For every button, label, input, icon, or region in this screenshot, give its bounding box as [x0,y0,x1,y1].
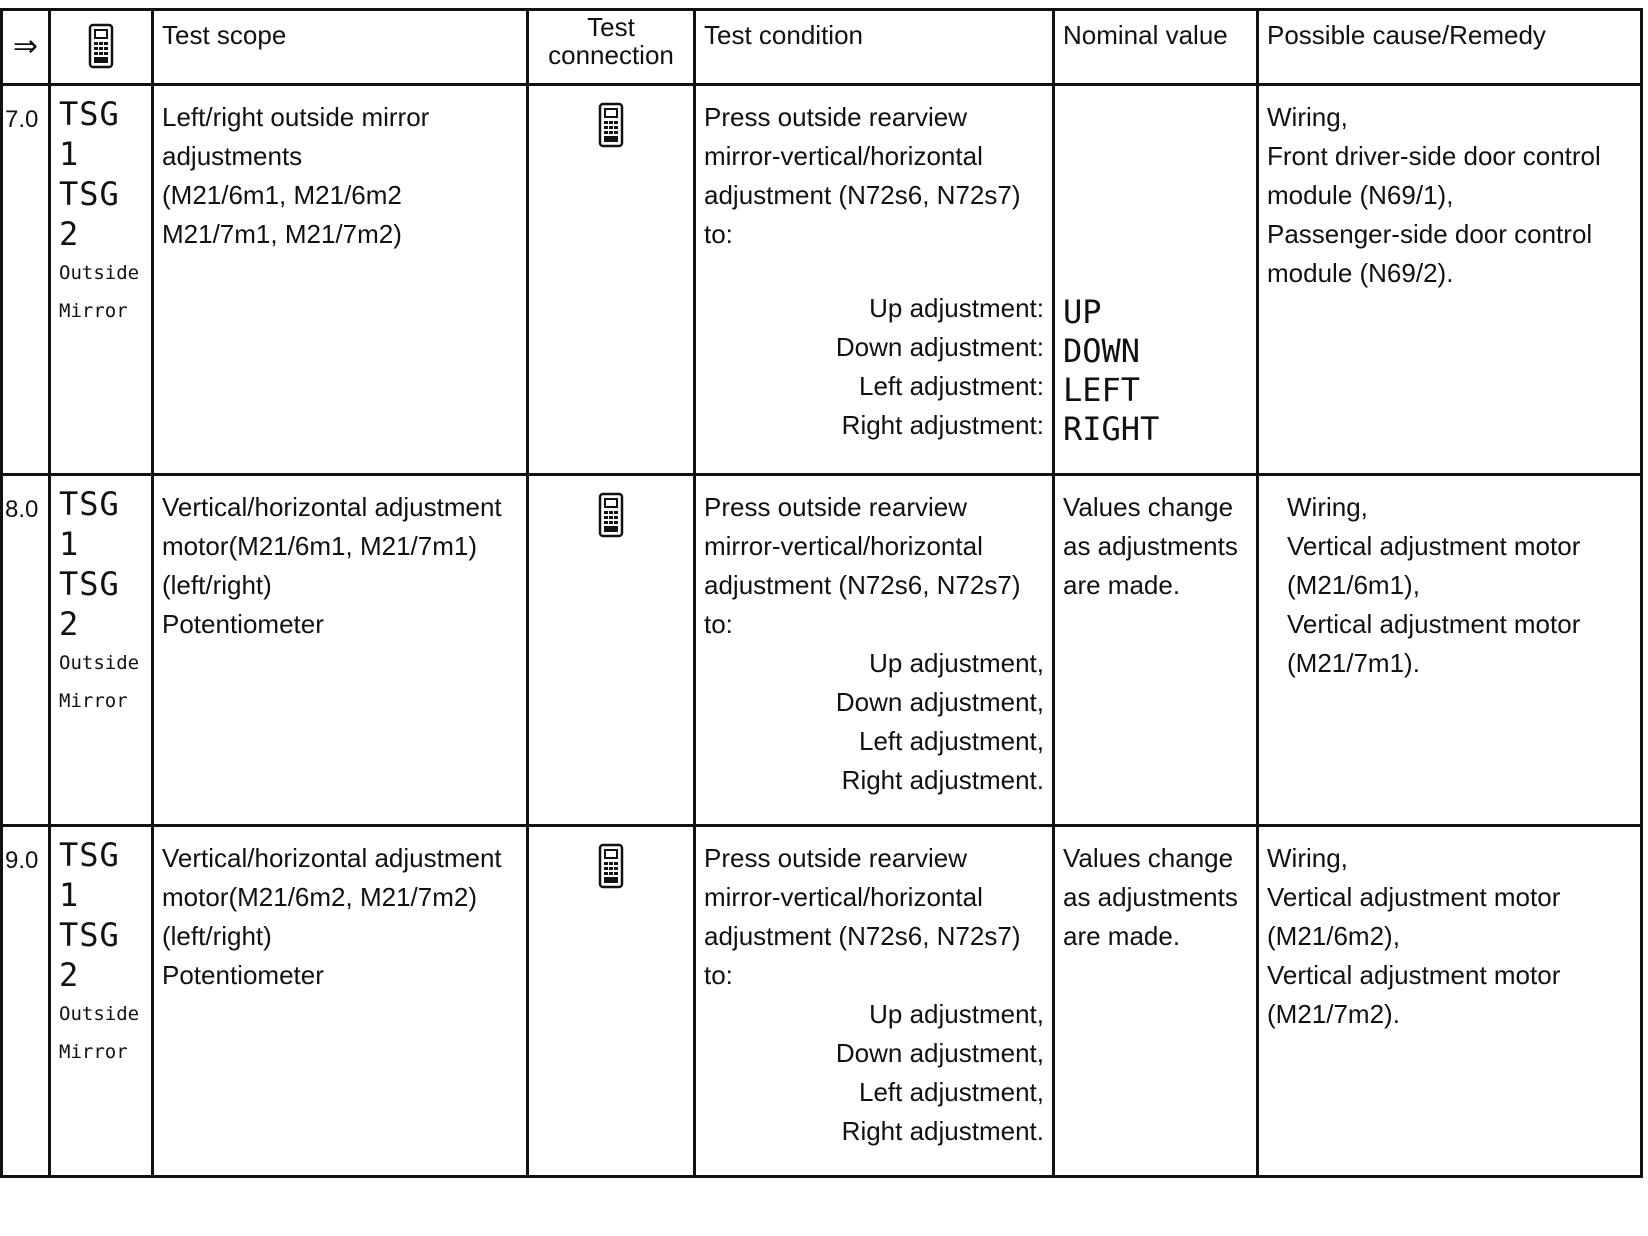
tsg2-label: TSG 2 [59,565,120,643]
diagnostic-tester-icon [598,102,624,148]
adjustment-line: Up adjustment, [869,648,1044,678]
row-number-cell [2,85,50,475]
adjustment-line: Down adjustment, [835,1038,1044,1068]
module-cell [50,475,153,826]
cause-line: Wiring, [1267,843,1348,873]
row-number-cell [2,475,50,826]
header-tester-cell [50,10,153,85]
condition-line: to: [704,609,733,639]
condition-line: adjustment (N72s6, N72s7) [704,570,1021,600]
cause-line: Front driver-side door control [1267,141,1601,171]
tsg2-label: TSG 2 [59,175,120,253]
test-connection-cell [528,826,695,1177]
nominal-left: LEFT [1063,371,1141,409]
tsg1-label: TSG 1 [59,95,120,173]
cause-line: (M21/7m1). [1287,648,1420,678]
scope-line: (left/right) [162,921,272,951]
nominal-line: Values change [1063,492,1234,522]
header-test-connection [528,10,695,85]
condition-line: mirror-vertical/horizontal [704,141,983,171]
possible-cause-cell [1258,475,1642,826]
nominal-line: are made. [1063,921,1181,951]
nominal-value-cell [1054,826,1258,1177]
cause-line: Vertical adjustment motor [1267,960,1561,990]
header-arrow-cell [2,10,50,85]
cause-line: Wiring, [1287,492,1368,522]
tsg1-label: TSG 1 [59,836,120,914]
nominal-down: DOWN [1063,332,1141,370]
header-test-condition: Test condition [695,10,1054,85]
row-number-cell [2,826,50,1177]
test-scope-cell [153,85,528,475]
table-row [2,475,1642,826]
condition-line: to: [704,219,733,249]
nominal-line: as adjustments [1063,882,1238,912]
scope-line: Vertical/horizontal adjustment [162,843,502,873]
adjustment-line: Right adjustment. [841,1116,1044,1146]
tsg2-label: TSG 2 [59,916,120,994]
header-test-connection-line2: connection [548,40,674,70]
nominal-line: are made. [1063,570,1181,600]
cause-line: (M21/7m2). [1267,999,1400,1029]
module-cell [50,85,153,475]
module-label-2: Mirror [59,300,128,322]
nominal-line: Values change [1063,843,1234,873]
condition-line: Press outside rearview [704,492,967,522]
scope-line: Potentiometer [162,960,324,990]
cause-line: (M21/6m1), [1287,570,1420,600]
adjustment-line: Up adjustment: [869,293,1044,323]
cause-line: Passenger-side door control [1267,219,1593,249]
module-label-1: Outside [59,1003,140,1025]
test-condition-cell [695,475,1054,826]
condition-line: Press outside rearview [704,102,967,132]
tsg1-label: TSG 1 [59,485,120,563]
header-test-connection-line1: Test [587,12,635,42]
scope-line: Vertical/horizontal adjustment [162,492,502,522]
module-label-1: Outside [59,652,140,674]
scope-line: adjustments [162,141,303,171]
scope-line: Left/right outside mirror [162,102,430,132]
cause-line: Wiring, [1267,102,1348,132]
condition-line: mirror-vertical/horizontal [704,882,983,912]
condition-line: adjustment (N72s6, N72s7) [704,921,1021,951]
test-condition-cell [695,826,1054,1177]
nominal-right: RIGHT [1063,410,1160,448]
scope-line: motor(M21/6m2, M21/7m2) [162,882,477,912]
adjustment-line: Right adjustment. [841,765,1044,795]
nominal-up: UP [1063,293,1102,331]
header-test-scope: Test scope [153,10,528,85]
nominal-value-cell [1054,85,1258,475]
test-scope-cell [153,826,528,1177]
condition-line: adjustment (N72s6, N72s7) [704,180,1021,210]
possible-cause-cell [1258,826,1642,1177]
table-row [2,826,1642,1177]
header-row [2,10,1642,85]
nominal-line: as adjustments [1063,531,1238,561]
diagnostic-tester-icon [598,492,624,538]
adjustment-line: Up adjustment, [869,999,1044,1029]
table-row [2,85,1642,475]
test-table [0,8,1643,1178]
row-number: 8.0 [5,496,39,523]
adjustment-line: Down adjustment: [835,332,1044,362]
condition-line: to: [704,960,733,990]
cause-line: Vertical adjustment motor [1287,531,1581,561]
nominal-value-cell [1054,475,1258,826]
scope-line: M21/7m1, M21/7m2) [162,219,402,249]
adjustment-line: Left adjustment, [859,1077,1044,1107]
cause-line: Vertical adjustment motor [1267,882,1561,912]
condition-line: Press outside rearview [704,843,967,873]
module-cell [50,826,153,1177]
cause-line: module (N69/1), [1267,180,1454,210]
adjustment-line: Left adjustment: [859,371,1044,401]
condition-line: mirror-vertical/horizontal [704,531,983,561]
header-nominal-value: Nominal value [1054,10,1258,85]
cause-line: module (N69/2). [1267,258,1454,288]
row-number: 9.0 [5,847,39,874]
adjustment-line: Left adjustment, [859,726,1044,756]
scope-line: (M21/6m1, M21/6m2 [162,180,402,210]
test-connection-cell [528,475,695,826]
row-number: 7.0 [5,106,39,133]
test-scope-cell [153,475,528,826]
cause-line: Vertical adjustment motor [1287,609,1581,639]
header-possible-cause: Possible cause/Remedy [1258,10,1642,85]
test-connection-cell [528,85,695,475]
cause-line: (M21/6m2), [1267,921,1400,951]
diagnostic-tester-icon [598,843,624,889]
adjustment-line: Right adjustment: [841,410,1044,440]
module-label-2: Mirror [59,1041,128,1063]
test-condition-cell [695,85,1054,475]
module-label-1: Outside [59,262,140,284]
diagnostic-tester-icon [88,23,114,69]
module-label-2: Mirror [59,690,128,712]
scope-line: Potentiometer [162,609,324,639]
test-table-sheet [0,8,1640,1178]
right-arrow-icon: ⇒ [12,30,39,63]
scope-line: motor(M21/6m1, M21/7m1) [162,531,477,561]
possible-cause-cell [1258,85,1642,475]
adjustment-line: Down adjustment, [835,687,1044,717]
scope-line: (left/right) [162,570,272,600]
